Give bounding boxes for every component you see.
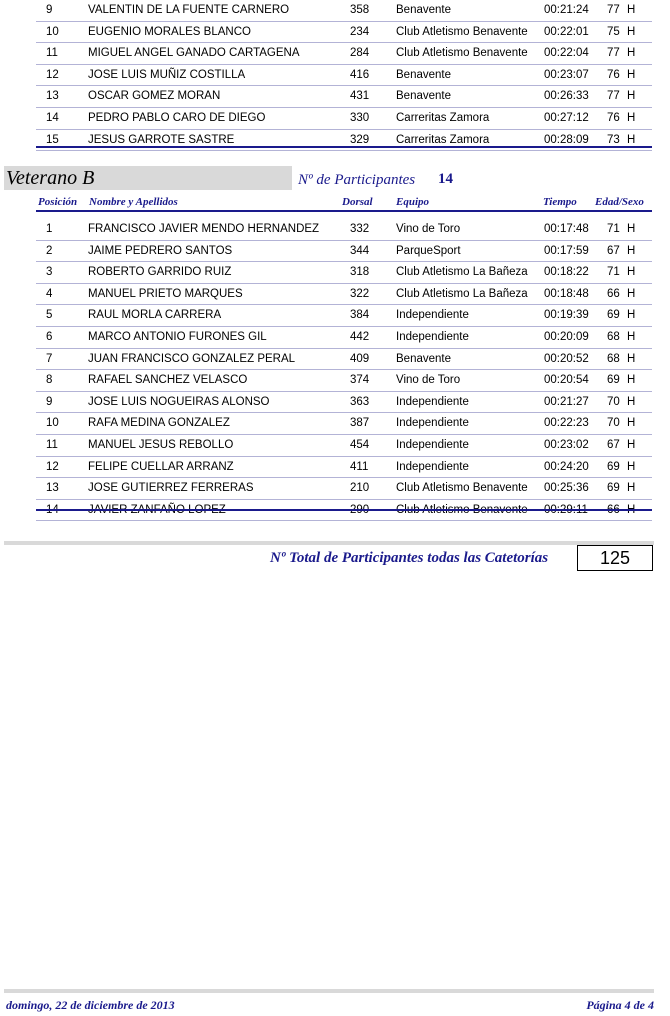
cell-name: RAFAEL SANCHEZ VELASCO (88, 374, 248, 387)
table-bottom-rule (36, 146, 652, 148)
table-row (36, 457, 652, 479)
cell-sex: H (627, 395, 636, 408)
cell-time: 00:24:20 (544, 460, 589, 473)
cell-sex: H (627, 352, 636, 365)
cell-age: 69 (607, 460, 620, 473)
cell-dorsal: 234 (350, 25, 370, 38)
cell-age: 70 (607, 395, 620, 408)
cell-sex: H (627, 133, 636, 146)
cell-team: Independiente (396, 309, 469, 322)
cell-sex: H (627, 47, 636, 60)
cell-time: 00:23:07 (544, 68, 589, 81)
cell-age: 77 (607, 47, 620, 60)
cell-pos: 6 (46, 330, 53, 343)
cell-team: Benavente (396, 90, 451, 103)
cell-sex: H (627, 482, 636, 495)
cell-age: 71 (607, 223, 620, 235)
results-table-veterano-b (36, 219, 652, 521)
cell-name: MANUEL JESUS REBOLLO (88, 438, 234, 451)
cell-pos: 10 (46, 417, 59, 430)
cell-sex: H (627, 309, 636, 322)
cell-name: OSCAR GOMEZ MORAN (88, 90, 221, 103)
cell-time: 00:17:59 (544, 244, 589, 257)
cell-pos: 11 (46, 47, 58, 60)
cell-team: Benavente (396, 4, 451, 16)
table-row (36, 305, 652, 327)
cell-dorsal: 454 (350, 438, 370, 451)
cell-pos: 11 (46, 438, 58, 451)
footer-date: domingo, 22 de diciembre de 2013 (6, 998, 175, 1012)
cell-sex: H (627, 223, 636, 235)
cell-dorsal: 387 (350, 417, 370, 430)
cell-pos: 9 (46, 395, 53, 408)
cell-age: 68 (607, 352, 620, 365)
cell-pos: 9 (46, 4, 53, 16)
cell-age: 69 (607, 482, 620, 495)
cell-name: JAIME PEDRERO SANTOS (88, 244, 233, 257)
cell-team: Carreritas Zamora (396, 111, 490, 124)
table-row (36, 65, 652, 87)
table-row (36, 108, 652, 130)
cell-team: Benavente (396, 68, 451, 81)
header-age-sex: Edad/Sexo (595, 196, 644, 208)
cell-name: JOSE LUIS MUÑIZ COSTILLA (88, 68, 246, 81)
cell-team: Carreritas Zamora (396, 133, 490, 146)
cell-age: 66 (607, 287, 620, 300)
cell-name: JOSE LUIS NOGUEIRAS ALONSO (88, 395, 270, 408)
cell-team: Independiente (396, 438, 469, 451)
cell-time: 00:19:39 (544, 309, 589, 322)
cell-sex: H (627, 438, 636, 451)
cell-sex: H (627, 330, 636, 343)
cell-dorsal: 374 (350, 374, 370, 387)
cell-pos: 10 (46, 25, 59, 38)
cell-team: Vino de Toro (396, 374, 461, 387)
cell-name: MIGUEL ANGEL GANADO CARTAGENA (88, 47, 300, 60)
table-row (36, 349, 652, 371)
cell-time: 00:28:09 (544, 133, 589, 146)
cell-pos: 15 (46, 133, 59, 146)
cell-name: JESUS GARROTE SASTRE (88, 133, 235, 146)
category-title: Veterano B (6, 167, 95, 189)
cell-pos: 4 (46, 287, 53, 300)
cell-time: 00:18:22 (544, 266, 589, 279)
cell-pos: 13 (46, 482, 59, 495)
total-participants-value: 125 (577, 545, 653, 571)
cell-name: ROBERTO GARRIDO RUIZ (88, 266, 232, 279)
footer-bar (4, 989, 654, 993)
table-row (36, 86, 652, 108)
cell-sex: H (627, 25, 636, 38)
cell-dorsal: 431 (350, 90, 370, 103)
cell-age: 77 (607, 90, 620, 103)
cell-time: 00:21:27 (544, 395, 589, 408)
cell-name: FELIPE CUELLAR ARRANZ (88, 460, 234, 473)
table-row (36, 22, 652, 44)
cell-age: 75 (607, 25, 620, 38)
cell-time: 00:22:23 (544, 417, 589, 430)
cell-pos: 1 (46, 223, 53, 235)
cell-team: Club Atletismo La Bañeza (396, 287, 528, 300)
table-row (36, 392, 652, 414)
cell-age: 71 (607, 266, 620, 279)
cell-sex: H (627, 417, 636, 430)
cell-team: ParqueSport (396, 244, 461, 257)
cell-sex: H (627, 68, 636, 81)
cell-time: 00:20:52 (544, 352, 589, 365)
results-table-previous (36, 0, 652, 151)
total-participants-label: Nº Total de Participantes todas las Catetorías (270, 550, 549, 566)
cell-name: EUGENIO MORALES BLANCO (88, 25, 251, 38)
cell-name: VALENTIN DE LA FUENTE CARNERO (88, 4, 290, 16)
cell-sex: H (627, 111, 636, 124)
table-row (36, 327, 652, 349)
cell-dorsal: 318 (350, 266, 370, 279)
cell-pos: 5 (46, 309, 53, 322)
cell-dorsal: 284 (350, 47, 370, 60)
cell-sex: H (627, 287, 636, 300)
cell-dorsal: 358 (350, 4, 370, 16)
cell-time: 00:27:12 (544, 111, 589, 124)
cell-pos: 14 (46, 111, 59, 124)
cell-team: Independiente (396, 395, 469, 408)
header-position: Posición (38, 196, 78, 208)
header-name: Nombre y Apellidos (89, 196, 178, 208)
cell-sex: H (627, 90, 636, 103)
cell-dorsal: 332 (350, 223, 370, 235)
table-bottom-rule-2 (36, 509, 652, 511)
cell-name: JUAN FRANCISCO GONZALEZ PERAL (88, 352, 296, 365)
table-row (36, 284, 652, 306)
cell-dorsal: 384 (350, 309, 370, 322)
cell-dorsal: 344 (350, 244, 370, 257)
cell-time: 00:22:01 (544, 25, 589, 38)
cell-time: 00:26:33 (544, 90, 589, 103)
cell-team: Vino de Toro (396, 223, 461, 235)
cell-pos: 8 (46, 374, 53, 387)
cell-team: Club Atletismo Benavente (396, 25, 528, 38)
cell-team: Club Atletismo Benavente (396, 482, 528, 495)
cell-pos: 3 (46, 266, 53, 279)
participants-label: Nº de Participantes (298, 172, 416, 188)
cell-dorsal: 442 (350, 330, 370, 343)
table-row (36, 262, 652, 284)
table-row (36, 219, 652, 241)
cell-time: 00:21:24 (544, 4, 589, 16)
table-row (36, 0, 652, 22)
table-row (36, 413, 652, 435)
cell-age: 69 (607, 309, 620, 322)
cell-dorsal: 416 (350, 68, 370, 81)
cell-sex: H (627, 266, 636, 279)
cell-time: 00:20:09 (544, 330, 589, 343)
cell-time: 00:22:04 (544, 47, 589, 60)
cell-team: Independiente (396, 330, 469, 343)
cell-dorsal: 322 (350, 287, 370, 300)
cell-age: 76 (607, 68, 620, 81)
cell-pos: 12 (46, 68, 59, 81)
cell-team: Club Atletismo Benavente (396, 47, 528, 60)
cell-time: 00:18:48 (544, 287, 589, 300)
cell-pos: 12 (46, 460, 59, 473)
footer-page: Página 4 de 4 (586, 998, 654, 1012)
cell-pos: 7 (46, 352, 53, 365)
cell-team: Club Atletismo La Bañeza (396, 266, 528, 279)
cell-time: 00:17:48 (544, 223, 589, 235)
cell-name: FRANCISCO JAVIER MENDO HERNANDEZ (88, 223, 320, 235)
cell-sex: H (627, 460, 636, 473)
cell-age: 69 (607, 374, 620, 387)
cell-dorsal: 363 (350, 395, 370, 408)
header-dorsal: Dorsal (342, 196, 373, 208)
cell-age: 68 (607, 330, 620, 343)
cell-name: MANUEL PRIETO MARQUES (88, 287, 243, 300)
cell-time: 00:23:02 (544, 438, 589, 451)
header-team: Equipo (396, 196, 430, 208)
cell-sex: H (627, 244, 636, 257)
table-row (36, 241, 652, 263)
cell-age: 67 (607, 438, 620, 451)
cell-name: RAUL MORLA CARRERA (88, 309, 222, 322)
separator-bar (4, 541, 654, 545)
cell-age: 76 (607, 111, 620, 124)
cell-name: RAFA MEDINA GONZALEZ (88, 417, 230, 430)
table-row (36, 43, 652, 65)
cell-pos: 13 (46, 90, 59, 103)
table-row (36, 435, 652, 457)
cell-dorsal: 329 (350, 133, 370, 146)
cell-name: PEDRO PABLO CARO DE DIEGO (88, 111, 266, 124)
cell-pos: 2 (46, 244, 53, 257)
cell-dorsal: 409 (350, 352, 370, 365)
table-row (36, 478, 652, 500)
cell-dorsal: 210 (350, 482, 370, 495)
cell-team: Independiente (396, 460, 469, 473)
cell-age: 73 (607, 133, 620, 146)
header-rule (36, 210, 652, 212)
participants-count: 14 (438, 171, 453, 187)
cell-sex: H (627, 374, 636, 387)
cell-name: JOSE GUTIERREZ FERRERAS (88, 482, 254, 495)
cell-age: 70 (607, 417, 620, 430)
cell-team: Independiente (396, 417, 469, 430)
cell-dorsal: 411 (350, 460, 369, 473)
cell-sex: H (627, 4, 636, 16)
cell-dorsal: 330 (350, 111, 370, 124)
cell-time: 00:25:36 (544, 482, 589, 495)
cell-team: Benavente (396, 352, 451, 365)
cell-age: 67 (607, 244, 620, 257)
cell-name: MARCO ANTONIO FURONES GIL (88, 330, 267, 343)
table-row (36, 370, 652, 392)
cell-time: 00:20:54 (544, 374, 589, 387)
header-time: Tiempo (543, 196, 577, 208)
cell-age: 77 (607, 4, 620, 16)
